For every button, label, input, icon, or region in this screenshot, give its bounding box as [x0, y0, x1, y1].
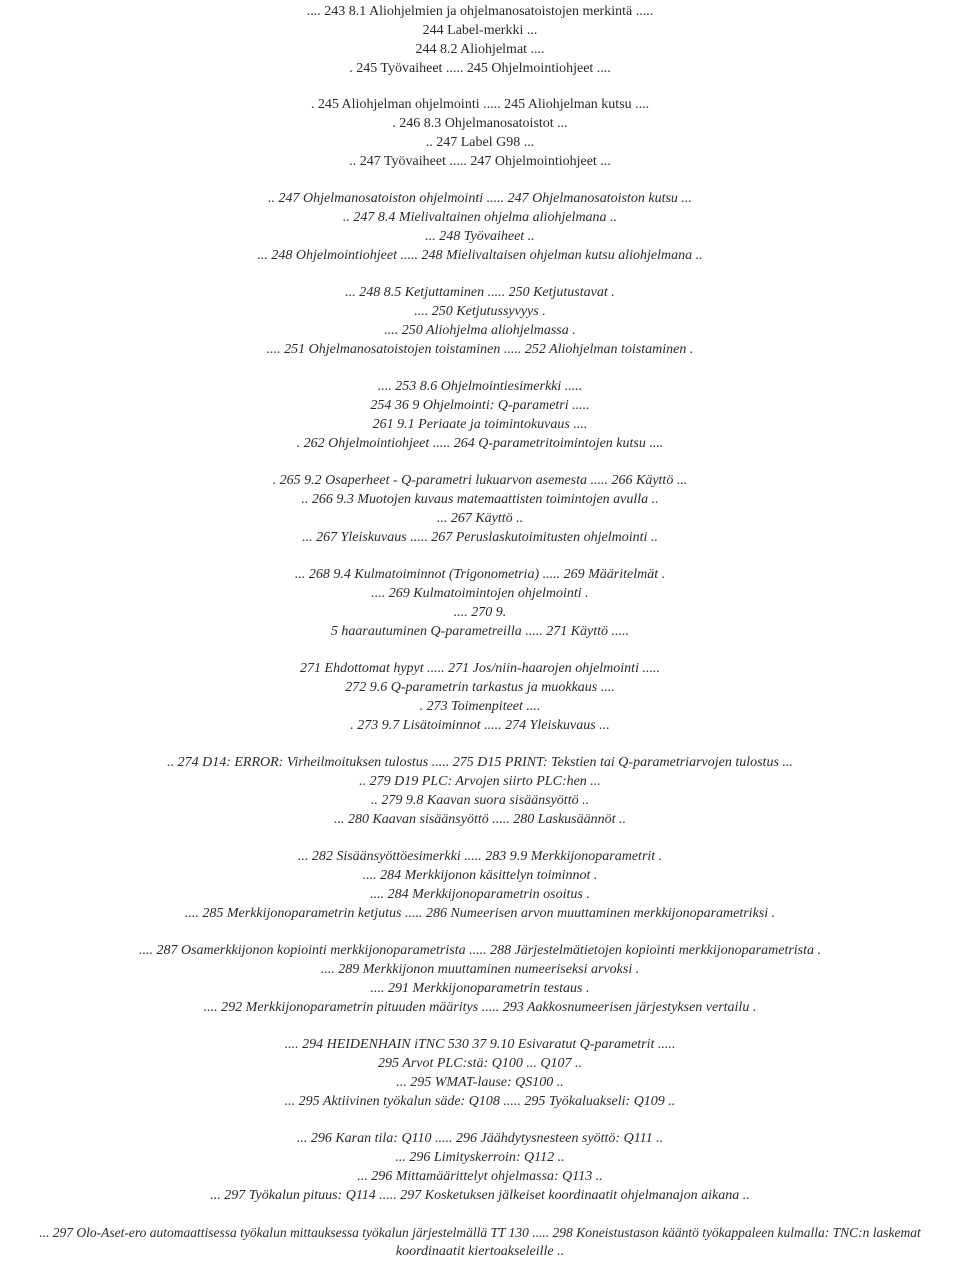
toc-line: .... 287 Osamerkkijonon kopiointi merkkijonoparametrista ..... 288 Järjestelmätietojen kopiointi merkkijonoparametrista . [138, 943, 822, 958]
toc-line: ... 248 Ohjelmointiohjeet ..... 248 Mielivaltaisen ohjelman kutsu aliohjelmana .. [257, 248, 703, 263]
toc-line: ... 282 Sisäänsyöttöesimerkki ..... 283 9.9 Merkkijonoparametrit . [297, 849, 663, 864]
toc-line: 5 haarautuminen Q-parametreilla ..... 271 Käyttö ..... [330, 624, 630, 639]
toc-line: .... 253 8.6 Ohjelmointiesimerkki ..... [377, 379, 583, 394]
toc-line: 244 Label-merkki ... [422, 23, 538, 38]
toc-line: ... 280 Kaavan sisäänsyöttö ..... 280 Laskusäännöt .. [333, 812, 627, 827]
toc-line: .... 292 Merkkijonoparametrin pituuden määritys ..... 293 Aakkosnumeerisen järjestyksen vertailu . [203, 1000, 757, 1015]
toc-line: ... 248 Työvaiheet .. [425, 229, 535, 244]
toc-line: ... 295 Aktiivinen työkalun säde: Q108 ..... 295 Työkaluakseli: Q109 .. [284, 1094, 676, 1109]
toc-line: ... 297 Työkalun pituus: Q114 ..... 297 Kosketuksen jälkeiset koordinaatit ohjelmanajon aikana .. [210, 1188, 750, 1203]
toc-line: .... 289 Merkkijonon muuttaminen numeeriseksi arvoksi . [320, 962, 640, 977]
toc-line: .. 279 D19 PLC: Arvojen siirto PLC:hen ... [359, 774, 601, 789]
toc-line: .... 270 9. [453, 605, 507, 620]
toc-line: ... 268 9.4 Kulmatoiminnot (Trigonometria) ..... 269 Määritelmät . [294, 567, 666, 582]
toc-line: . 262 Ohjelmointiohjeet ..... 264 Q-parametritoimintojen kutsu .... [296, 436, 664, 451]
toc-line: ... 267 Käyttö .. [436, 511, 524, 526]
toc-line: .. 247 Label G98 ... [425, 135, 535, 150]
toc-line: . 245 Työvaiheet ..... 245 Ohjelmointiohjeet .... [349, 61, 611, 76]
toc-line: ... 267 Yleiskuvaus ..... 267 Peruslaskutoimitusten ohjelmointi .. [302, 530, 658, 545]
toc-line: ... 297 Olo-Aset-ero automaattisessa työkalun mittauksessa työkalun järjestelmällä TT 130 ..... 298 Koneistustason kääntö työkappaleen kulmalla: TNC:n laskemat [39, 1225, 921, 1240]
toc-line: . 245 Aliohjelman ohjelmointi ..... 245 Aliohjelman kutsu .... [310, 97, 650, 112]
toc-line: .. 247 Ohjelmanosatoiston ohjelmointi ..... 247 Ohjelmanosatoiston kutsu ... [268, 191, 692, 206]
toc-line: . 265 9.2 Osaperheet - Q-parametri lukuarvon asemesta ..... 266 Käyttö ... [272, 473, 688, 488]
toc-line: ... 296 Mittamäärittelyt ohjelmassa: Q113 .. [357, 1169, 603, 1184]
toc-line: ... 248 8.5 Ketjuttaminen ..... 250 Ketjutustavat . [345, 285, 615, 300]
toc-line: ... 296 Karan tila: Q110 ..... 296 Jäähdytysnesteen syöttö: Q111 .. [296, 1131, 664, 1146]
toc-line: 261 9.1 Periaate ja toimintokuvaus .... [372, 417, 588, 432]
toc-line: .... 243 8.1 Aliohjelmien ja ohjelmanosatoistojen merkintä ..... [306, 4, 654, 19]
toc-line: ... 295 WMAT-lause: QS100 .. [396, 1075, 564, 1090]
toc-line: .. 279 9.8 Kaavan suora sisäänsyöttö .. [370, 793, 590, 808]
toc-line: .... 250 Aliohjelma aliohjelmassa . [384, 323, 576, 338]
toc-line: koordinaatit kiertoakseleille .. [395, 1244, 565, 1259]
toc-line: .. 247 8.4 Mielivaltainen ohjelma aliohjelmana .. [342, 210, 618, 225]
toc-line: . 273 9.7 Lisätoiminnot ..... 274 Yleiskuvaus ... [350, 718, 610, 733]
toc-line: . 273 Toimenpiteet .... [419, 699, 541, 714]
toc-line: 244 8.2 Aliohjelmat .... [415, 42, 545, 57]
toc-line: 271 Ehdottomat hypyt ..... 271 Jos/niin-haarojen ohjelmointi ..... [300, 661, 660, 676]
toc-line: .... 294 HEIDENHAIN iTNC 530 37 9.10 Esivaratut Q-parametrit ..... [284, 1037, 676, 1052]
toc-line: . 246 8.3 Ohjelmanosatoistot ... [392, 116, 568, 131]
toc-line: ... 296 Limityskerroin: Q112 .. [395, 1150, 565, 1165]
toc-line: .. 274 D14: ERROR: Virheilmoituksen tulostus ..... 275 D15 PRINT: Tekstien tai Q-parametriarvojen tulostus ... [167, 755, 793, 770]
toc-line: .... 269 Kulmatoimintojen ohjelmointi . [371, 586, 589, 601]
toc-line: 272 9.6 Q-parametrin tarkastus ja muokkaus .... [345, 680, 615, 695]
toc-line: 254 36 9 Ohjelmointi: Q-parametri ..... [370, 398, 590, 413]
toc-line: .. 266 9.3 Muotojen kuvaus matemaattisten toimintojen avulla .. [301, 492, 659, 507]
toc-line: .. 247 Työvaiheet ..... 247 Ohjelmointiohjeet ... [349, 154, 611, 169]
toc-line: .... 284 Merkkijonoparametrin osoitus . [370, 887, 590, 902]
toc-line: .... 291 Merkkijonoparametrin testaus . [370, 981, 590, 996]
toc-line: .... 251 Ohjelmanosatoistojen toistaminen ..... 252 Aliohjelman toistaminen . [266, 342, 694, 357]
toc-line: 295 Arvot PLC:stä: Q100 ... Q107 .. [378, 1056, 582, 1071]
toc-line: .... 250 Ketjutussyvyys . [414, 304, 546, 319]
toc-line: .... 285 Merkkijonoparametrin ketjutus ..... 286 Numeerisen arvon muuttaminen merkkijonoparametriksi . [184, 906, 776, 921]
toc-line: .... 284 Merkkijonon käsittelyn toiminnot . [362, 868, 598, 883]
